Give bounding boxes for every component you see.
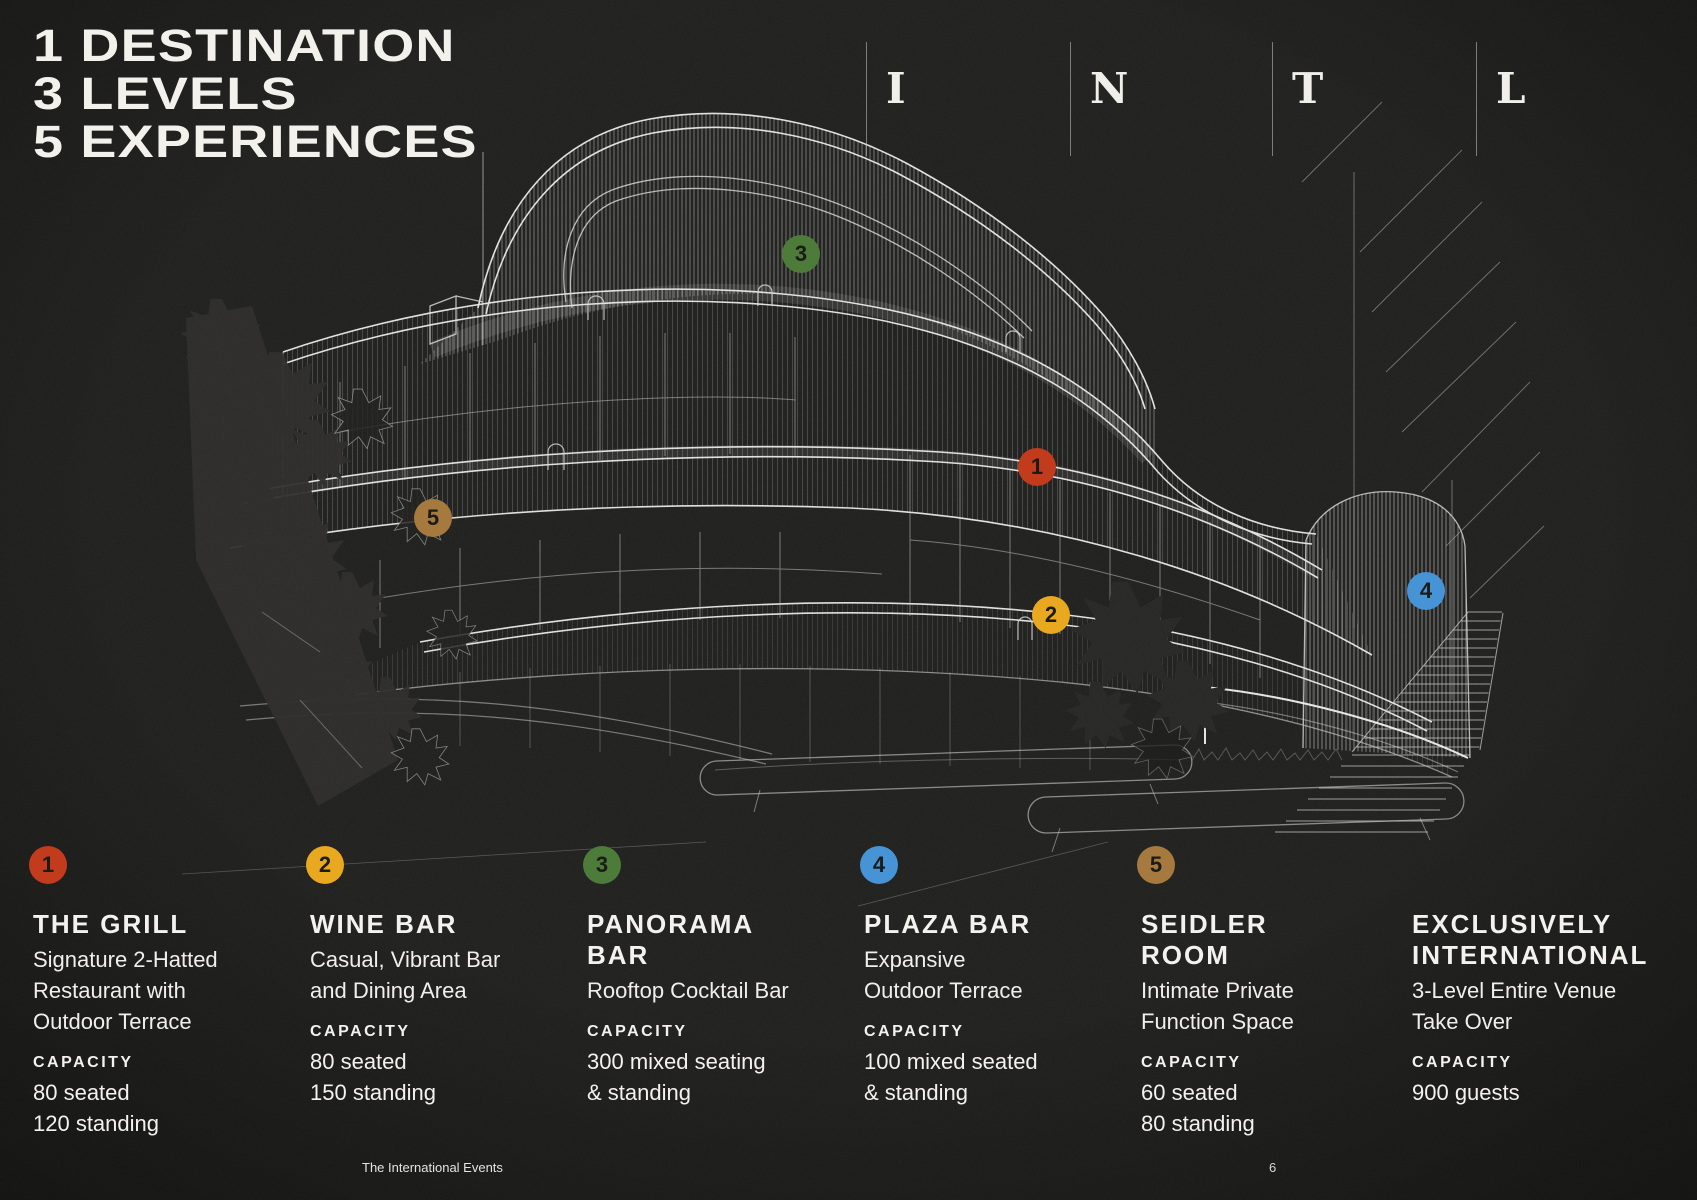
legend-item-panorama-bar bbox=[587, 846, 849, 1108]
title-line-3: 5 EXPERIENCES bbox=[33, 116, 478, 167]
capacity-values: 60 seated 80 standing bbox=[1141, 1080, 1255, 1136]
brand-cell-t bbox=[1272, 40, 1332, 160]
brand-letter-l: L bbox=[1496, 64, 1526, 113]
legend-badge-3: 3 bbox=[583, 846, 621, 884]
capacity-label: CAPACITY bbox=[864, 1023, 965, 1040]
legend-item-plaza-bar bbox=[864, 846, 1126, 1108]
venue-title: SEIDLER ROOM bbox=[1141, 909, 1268, 970]
brand-letter-n: N bbox=[1090, 64, 1129, 113]
legend-badge-4: 4 bbox=[860, 846, 898, 884]
brand-cell-n bbox=[1070, 40, 1130, 160]
venue-title: THE GRILL bbox=[33, 909, 189, 939]
capacity-label: CAPACITY bbox=[1141, 1054, 1242, 1071]
brand-rule bbox=[1070, 42, 1071, 156]
footer-text: The International Events bbox=[362, 1160, 503, 1175]
capacity-values: 100 mixed seated & standing bbox=[864, 1049, 1038, 1105]
brand-rule bbox=[1476, 42, 1477, 156]
venue-description: Casual, Vibrant Bar and Dining Area bbox=[310, 947, 501, 1003]
legend-item-wine-bar bbox=[310, 846, 572, 1108]
brand-cell-i bbox=[866, 40, 926, 160]
legend-item-the-grill bbox=[33, 846, 295, 1139]
venue-title: PLAZA BAR bbox=[864, 909, 1032, 939]
map-marker-3: 3 bbox=[782, 235, 820, 273]
map-marker-1: 1 bbox=[1018, 448, 1056, 486]
map-marker-4: 4 bbox=[1407, 572, 1445, 610]
map-marker-2: 2 bbox=[1032, 596, 1070, 634]
brand-rule bbox=[1272, 42, 1273, 156]
legend-item-seidler-room bbox=[1141, 846, 1403, 1139]
legend-item-exclusively-international bbox=[1412, 846, 1674, 1108]
legend-badge-1: 1 bbox=[29, 846, 67, 884]
venue-title: EXCLUSIVELY INTERNATIONAL bbox=[1412, 909, 1649, 970]
page-number: 6 bbox=[1269, 1160, 1277, 1175]
legend-badge-5: 5 bbox=[1137, 846, 1175, 884]
capacity-label: CAPACITY bbox=[33, 1054, 134, 1071]
capacity-values: 300 mixed seating & standing bbox=[587, 1049, 766, 1105]
legend-badge-2: 2 bbox=[306, 846, 344, 884]
page-title bbox=[33, 22, 478, 166]
venue-title: WINE BAR bbox=[310, 909, 458, 939]
venue-description: Rooftop Cocktail Bar bbox=[587, 978, 789, 1003]
brand-rule bbox=[866, 42, 867, 156]
capacity-values: 80 seated 120 standing bbox=[33, 1080, 159, 1136]
brand-letter-t: T bbox=[1292, 64, 1324, 113]
capacity-values: 80 seated 150 standing bbox=[310, 1049, 436, 1105]
map-marker-5: 5 bbox=[414, 499, 452, 537]
venue-description: Intimate Private Function Space bbox=[1141, 978, 1294, 1034]
brand-letter-i: I bbox=[886, 64, 906, 113]
title-line-1: 1 DESTINATION bbox=[33, 20, 456, 71]
venue-description: 3-Level Entire Venue Take Over bbox=[1412, 978, 1617, 1034]
brand-cell-l bbox=[1476, 40, 1536, 160]
venue-description: Expansive Outdoor Terrace bbox=[864, 947, 1023, 1003]
capacity-label: CAPACITY bbox=[587, 1023, 688, 1040]
capacity-values: 900 guests bbox=[1412, 1080, 1520, 1105]
title-line-2: 3 LEVELS bbox=[33, 68, 298, 119]
venue-description: Signature 2-Hatted Restaurant with Outdoor Terrace bbox=[33, 947, 218, 1034]
capacity-label: CAPACITY bbox=[1412, 1054, 1513, 1071]
capacity-label: CAPACITY bbox=[310, 1023, 411, 1040]
venue-title: PANORAMA BAR bbox=[587, 909, 755, 970]
